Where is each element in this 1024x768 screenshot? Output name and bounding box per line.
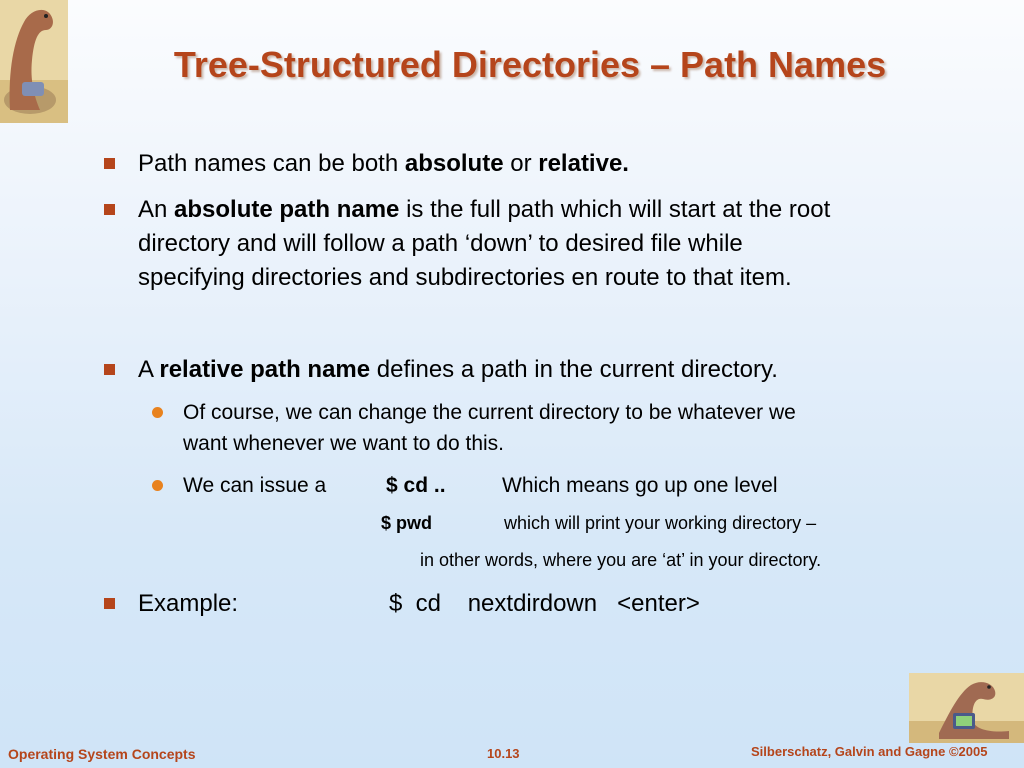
sub-bullet-text: We can issue a	[183, 474, 327, 497]
round-bullet-icon	[152, 480, 163, 491]
example-label: Example:	[138, 590, 239, 617]
footer-authors: Silberschatz, Galvin and Gagne ©2005	[751, 744, 988, 759]
bullet-text-line3: specifying directories and subdirectories en route to that item.	[138, 264, 792, 291]
sub-bullet-text-line1: Of course, we can change the current directory to be whatever we	[183, 401, 796, 424]
bullet-text-line2: directory and will follow a path ‘down’ to desired file while	[138, 230, 743, 257]
cd-command: $ cd ..	[386, 474, 446, 497]
footer-slide-number: 10.13	[487, 746, 520, 761]
cd-description: Which means go up one level	[502, 474, 778, 497]
square-bullet-icon	[104, 598, 115, 609]
pwd-description: which will print your working directory –	[504, 513, 817, 533]
bullet-text-line1: An absolute path name is the full path which will start at the root	[138, 196, 831, 223]
bullet-text: Path names can be both absolute or relative.	[138, 150, 629, 177]
round-bullet-icon	[152, 407, 163, 418]
square-bullet-icon	[104, 364, 115, 375]
bullet-text: A relative path name defines a path in the current directory.	[138, 356, 778, 383]
footer-course-title: Operating System Concepts	[8, 746, 196, 762]
slide-title: Tree-Structured Directories – Path Names	[173, 44, 887, 85]
pwd-command: $ pwd	[381, 513, 433, 533]
square-bullet-icon	[104, 158, 115, 169]
example-command: $ cd nextdirdown <enter>	[389, 590, 700, 617]
pwd-description-cont: in other words, where you are ‘at’ in your directory.	[420, 550, 822, 570]
square-bullet-icon	[104, 204, 115, 215]
dinosaur-logo-bottom	[909, 673, 1024, 743]
sub-bullet-text-line2: want whenever we want to do this.	[183, 432, 505, 455]
